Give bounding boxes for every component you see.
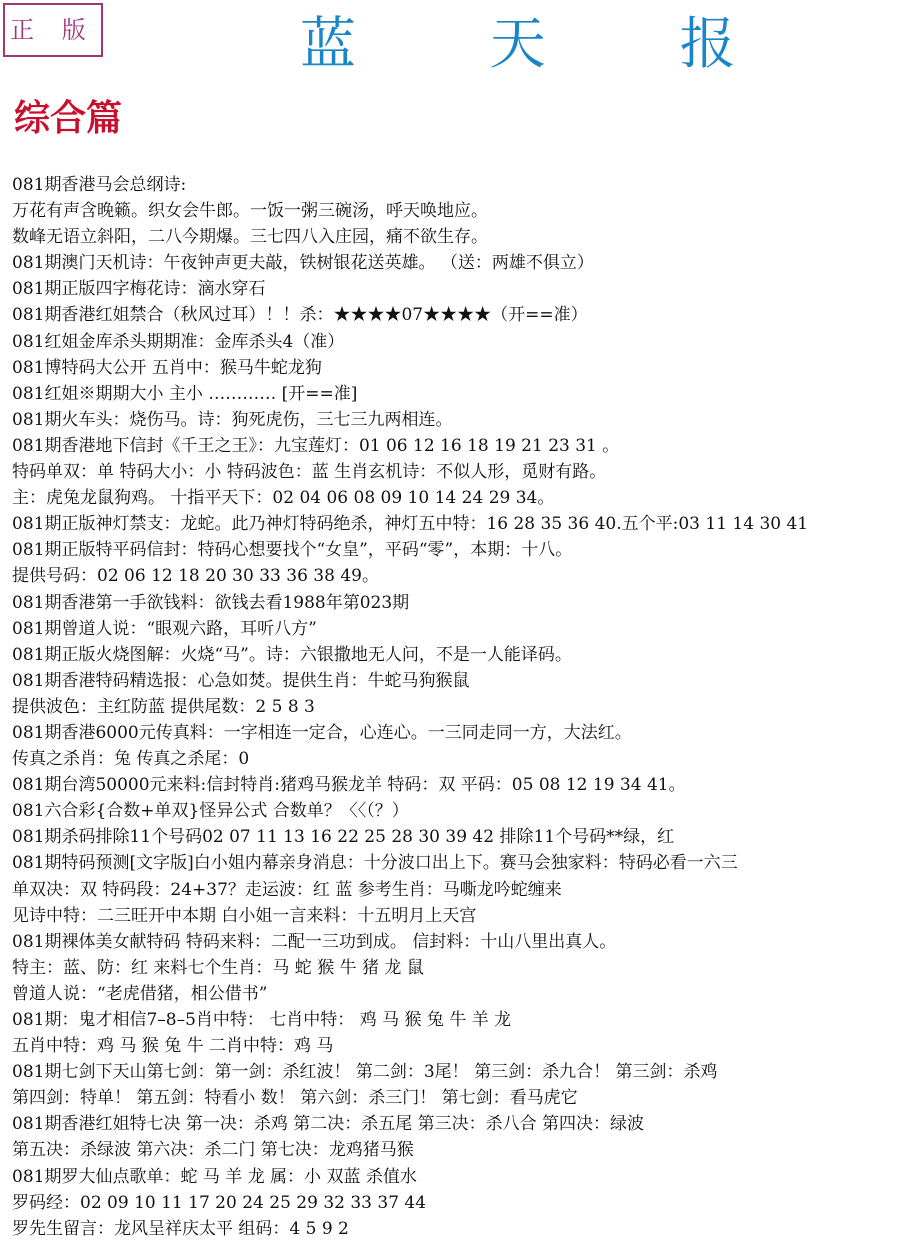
text-line: 曾道人说：“老虎借猪，相公借书” <box>12 983 268 1004</box>
text-line: 罗码经：02 09 10 11 17 20 24 25 29 32 33 37 44 <box>12 1192 427 1213</box>
page-title: 蓝 天 报 <box>300 12 794 77</box>
text-line: 081期香港红姐特七决 第一决：杀鸡 第二决：杀五尾 第三决：杀八合 第四决：绿波 <box>12 1114 645 1135</box>
text-line: 081期七剑下天山第七剑：第一剑：杀红波！ 第二剑：3尾！ 第三剑：杀九合！ 第三剑：杀鸡 <box>12 1062 718 1083</box>
text-line: 081期香港6000元传真料：一字相连一定合，心连心。一三同走同一方，大法红。 <box>12 722 632 743</box>
text-line: 081期台湾50000元来料:信封特肖:猪鸡马猴龙羊 特码：双 平码：05 08 12 19 34 41。 <box>12 775 686 796</box>
text-line: 传真之杀肖：兔 传真之杀尾：0 <box>12 749 250 770</box>
text-line: 第四剑：特单！ 第五剑：特看小 数！ 第六剑：杀三门！ 第七剑：看马虎它 <box>12 1088 578 1109</box>
text-line: 081博特码大公开 五肖中：猴马牛蛇龙狗 <box>12 357 322 378</box>
text-line: 081红姐※期期大小 主小 ………… [开==准] <box>12 383 358 404</box>
text-line: 081期香港地下信封《千王之王》：九宝莲灯：01 06 12 16 18 19 21 23 31 。 <box>12 435 620 456</box>
authentic-badge: 正 版 <box>3 3 103 57</box>
text-line: 081期正版四字梅花诗：滴水穿石 <box>12 279 266 300</box>
text-line: 罗先生留言：龙风呈祥庆太平 组码：4 5 9 2 <box>12 1218 349 1239</box>
text-line: 081期香港特码精选报：心急如焚。提供生肖：牛蛇马狗猴鼠 <box>12 670 470 691</box>
text-line: 特码单双：单 特码大小：小 特码波色：蓝 生肖玄机诗：不似人形，觅财有路。 <box>12 462 607 483</box>
text-line: 提供号码：02 06 12 18 20 30 33 36 38 49。 <box>12 566 379 587</box>
text-line: 081期裸体美女献特码 特码来料：二配一三功到成。 信封料：十山八里出真人。 <box>12 931 617 952</box>
text-line: 081期罗大仙点歌单：蛇 马 羊 龙 属：小 双蓝 杀值水 <box>12 1166 417 1187</box>
text-line: 081期火车头：烧伤马。诗：狗死虎伤，三七三九两相连。 <box>12 409 453 430</box>
text-line: 081期曾道人说：“眼观六路，耳听八方” <box>12 618 317 639</box>
text-line: 081期正版特平码信封：特码心想要找个“女皇”，平码“零”，本期：十八。 <box>12 540 573 561</box>
text-line: 081期澳门天机诗：午夜钟声更夫敲，铁树银花送英雄。 （送：两雄不俱立） <box>12 253 594 274</box>
text-line: 见诗中特：二三旺开中本期 白小姐一言来料：十五明月上天宫 <box>12 905 477 926</box>
text-line: 081红姐金库杀头期期准：金库杀头4（准） <box>12 331 345 352</box>
text-line: 081期正版神灯禁支：龙蛇。此乃神灯特码绝杀，神灯五中特：16 28 35 36 40.五个平:03 11 14 30 41 <box>12 514 809 535</box>
text-line: 数峰无语立斜阳，二八今期爆。三七四八入庄园，痛不欲生存。 <box>12 227 488 248</box>
text-line: 081期香港第一手欲钱料：欲钱去看1988年第023期 <box>12 592 410 613</box>
text-line: 第五决：杀绿波 第六决：杀二门 第七决：龙鸡猪马猴 <box>12 1140 414 1161</box>
text-line: 081期杀码排除11个号码02 07 11 13 16 22 25 28 30 39 42 排除11个号码**绿，红 <box>12 827 675 848</box>
text-line: 081期香港红姐禁合（秋风过耳）！！杀：★★★★07★★★★（开==准） <box>12 305 588 326</box>
text-line: 特主：蓝、防：红 来料七个生肖：马 蛇 猴 牛 猪 龙 鼠 <box>12 957 424 978</box>
text-line: 单双决：双 特码段：24+37？走运波：红 蓝 参考生肖：马嘶龙吟蛇缠来 <box>12 879 562 900</box>
text-line: 提供波色：主红防蓝 提供尾数：2 5 8 3 <box>12 696 315 717</box>
text-line: 五肖中特：鸡 马 猴 兔 牛 二肖中特：鸡 马 <box>12 1036 334 1057</box>
text-line: 081期：鬼才相信7–8–5肖中特： 七肖中特： 鸡 马 猴 兔 牛 羊 龙 <box>12 1010 512 1030</box>
text-line: 081期正版火烧图解：火烧“马”。诗：六银撒地无人问，不是一人能译码。 <box>12 644 572 665</box>
text-line: 主：虎兔龙鼠狗鸡。 十指平天下：02 04 06 08 09 10 14 24 29 34。 <box>12 488 555 509</box>
section-heading: 综合篇 <box>14 97 123 139</box>
text-line: 081期特码预测[文字版]白小姐内幕亲身消息：十分波口出上下。赛马会独家料：特码必看一六三 <box>12 853 738 874</box>
text-line: 081六合彩{合数+单双}怪异公式 合数单？〈〈（？） <box>12 801 409 822</box>
text-block <box>12 172 898 1242</box>
text-line: 万花有声含晚籁。织女会牛郎。一饭一粥三碗汤，呼天唤地应。 <box>12 201 488 222</box>
text-line: 081期香港马会总纲诗: <box>12 175 187 195</box>
